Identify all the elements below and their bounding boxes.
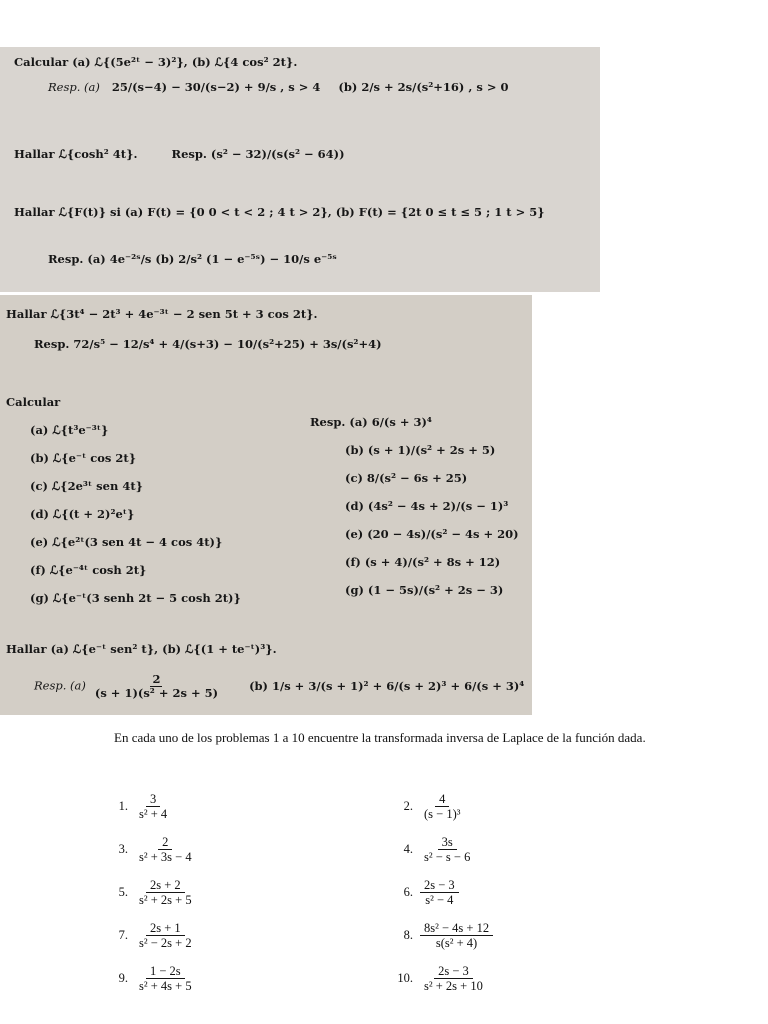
fraction-numerator: 4 xyxy=(435,792,449,807)
fraction-numerator: 2s − 3 xyxy=(420,878,459,893)
fraction-denominator: s(s² + 4) xyxy=(435,936,478,951)
fraction-denominator: (s − 1)³ xyxy=(424,807,461,822)
fraction-denominator: s² + 4 xyxy=(139,807,168,822)
fraction-denominator: s² + 2s + 5 xyxy=(139,893,192,908)
exercise-number: 10. xyxy=(397,971,413,986)
problem-58-item: (d) ℒ{(t + 2)²eᵗ} xyxy=(30,507,135,521)
fraction-numerator: 2s + 1 xyxy=(146,921,185,936)
exercise-number: 1. xyxy=(118,799,128,814)
problem-57-answer: Resp. 72/s⁵ − 12/s⁴ + 4/(s+3) − 10/(s²+25) + 3s/(s²+4) xyxy=(34,337,382,351)
textbook-photo-1 xyxy=(0,47,600,292)
problem-58-answer: (f) (s + 4)/(s² + 8s + 12) xyxy=(345,555,501,569)
exercise-fraction xyxy=(135,792,171,822)
problem-57: Hallar ℒ{3t⁴ − 2t³ + 4e⁻³ᵗ − 2 sen 5t + 3 cos 2t}. xyxy=(6,307,318,321)
fraction-denominator: s² − s − 6 xyxy=(424,850,471,865)
exercise-fraction xyxy=(420,964,487,994)
exercise-item xyxy=(393,835,477,865)
exercise-item xyxy=(393,964,490,994)
fraction-numerator: 3 xyxy=(146,792,160,807)
exercise-fraction xyxy=(420,921,493,951)
problem-58-item: (a) ℒ{t³e⁻³ᵗ} xyxy=(30,423,109,437)
fraction-numerator: 2 xyxy=(158,835,172,850)
fraction-numerator: 3s xyxy=(438,835,457,850)
problem-54-answer: Resp. (a) 4e⁻²ˢ/s (b) 2/s² (1 − e⁻⁵ˢ) − 10/s e⁻⁵ˢ xyxy=(48,252,337,266)
problem-54: Hallar ℒ{F(t)} si (a) F(t) = {0 0 < t < 2 ; 4 t > 2}, (b) F(t) = {2t 0 ≤ t ≤ 5 ; 1 t > 5} xyxy=(14,205,545,219)
problem-58-item: (c) ℒ{2e³ᵗ sen 4t} xyxy=(30,479,144,493)
exercise-number: 9. xyxy=(118,971,128,986)
problem-58-answer: (d) (4s² − 4s + 2)/(s − 1)³ xyxy=(345,499,509,513)
exercise-number: 2. xyxy=(403,799,413,814)
exercise-fraction xyxy=(420,878,459,908)
problem-53: Hallar ℒ{cosh² 4t}. Resp. (s² − 32)/(s(s² − 64)) xyxy=(14,147,345,161)
fraction-denominator: s² − 2s + 2 xyxy=(139,936,192,951)
exercise-item xyxy=(393,921,496,951)
problem-58-heading: Calcular xyxy=(6,395,61,409)
fraction-numerator: 1 − 2s xyxy=(146,964,185,979)
problem-58-answer: (b) (s + 1)/(s² + 2s + 5) xyxy=(345,443,496,457)
exercise-fraction xyxy=(420,835,474,865)
fraction-denominator: s² − 4 xyxy=(425,893,454,908)
problem-59: Hallar (a) ℒ{e⁻ᵗ sen² t}, (b) ℒ{(1 + te⁻ᵗ)³}. xyxy=(6,642,277,656)
exercise-number: 3. xyxy=(118,842,128,857)
instructions-text: En cada uno de los problemas 1 a 10 encuentre la transformada inversa de Laplace de la función dada. xyxy=(114,730,646,745)
exercise-item xyxy=(393,878,462,908)
problem-58-item: (e) ℒ{e²ᵗ(3 sen 4t − 4 cos 4t)} xyxy=(30,535,223,549)
problem-58-answer: (g) (1 − 5s)/(s² + 2s − 3) xyxy=(345,583,504,597)
problem-58-answer: (c) 8/(s² − 6s + 25) xyxy=(345,471,468,485)
exercise-item xyxy=(108,964,199,994)
textbook-photo-2 xyxy=(0,295,532,715)
exercise-number: 6. xyxy=(403,885,413,900)
exercise-number: 4. xyxy=(403,842,413,857)
exercise-item xyxy=(108,835,199,865)
exercise-fraction xyxy=(135,835,196,865)
exercise-fraction xyxy=(135,964,196,994)
exercise-fraction xyxy=(135,921,196,951)
exercise-fraction xyxy=(135,878,196,908)
fraction-numerator: 2s + 2 xyxy=(146,878,185,893)
exercise-number: 8. xyxy=(403,928,413,943)
problem-58-answer: Resp. (a) 6/(s + 3)⁴ xyxy=(310,415,432,429)
problem-58-item: (b) ℒ{e⁻ᵗ cos 2t} xyxy=(30,451,137,465)
problem-52-answer: Resp. (a) 25/(s−4) − 30/(s−2) + 9/s , s > 4 (b) 2/s + 2s/(s²+16) , s > 0 xyxy=(48,80,509,94)
fraction-denominator: s² + 3s − 4 xyxy=(139,850,192,865)
problem-58-item: (g) ℒ{e⁻ᵗ(3 senh 2t − 5 cosh 2t)} xyxy=(30,591,241,605)
problem-59-answer: Resp. (a) $\frac{2}{\text{(s + 1)(s² + 2s + 5)}}$ (b) 1/s + 3/(s + 1)² + 6/(s + 2)³ + 6/(s + 3)⁴ xyxy=(34,672,525,701)
exercise-fraction xyxy=(420,792,465,822)
exercise-item xyxy=(393,792,468,822)
exercise-item xyxy=(108,921,199,951)
exercise-number: 7. xyxy=(118,928,128,943)
exercise-number: 5. xyxy=(118,885,128,900)
fraction-denominator: s² + 4s + 5 xyxy=(139,979,192,994)
fraction-numerator: 2s − 3 xyxy=(434,964,473,979)
fraction-numerator: 8s² − 4s + 12 xyxy=(420,921,493,936)
exercise-item xyxy=(108,792,174,822)
problem-58-item: (f) ℒ{e⁻⁴ᵗ cosh 2t} xyxy=(30,563,147,577)
problem-58-answer: (e) (20 − 4s)/(s² − 4s + 20) xyxy=(345,527,519,541)
problem-52: Calcular (a) ℒ{(5e²ᵗ − 3)²}, (b) ℒ{4 cos² 2t}. xyxy=(14,55,298,69)
exercise-item xyxy=(108,878,199,908)
fraction-denominator: s² + 2s + 10 xyxy=(424,979,483,994)
